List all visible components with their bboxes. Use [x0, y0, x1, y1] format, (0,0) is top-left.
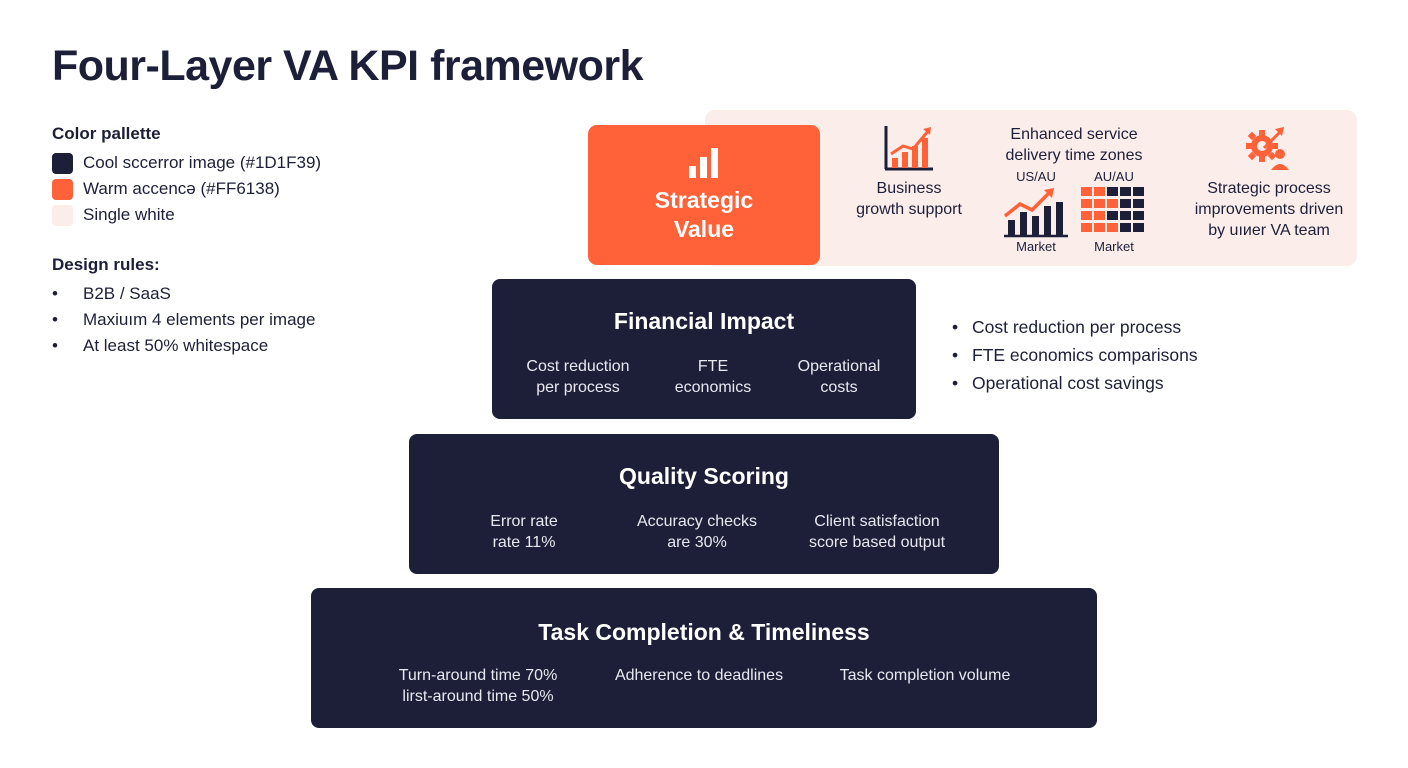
tier-item: Error rate rate 11% [490, 513, 558, 551]
tier-item: Adherence to deadlines [614, 667, 784, 684]
gear-person-icon [1244, 124, 1292, 172]
design-rule: • At least 50% whitespace [52, 336, 269, 355]
task-completion-items [311, 665, 1097, 707]
financial-impact-tier [492, 279, 916, 419]
financial-bullet: • FTE economics comparisons [952, 344, 1198, 365]
strategic-process-label: Strategic process improvements driven by uıиer VA team [1194, 180, 1344, 239]
tier-item: FTE economics [674, 358, 752, 396]
design-rule-text: At least 50% whitespace [83, 336, 269, 355]
financial-bullet-text: Cost reduction per process [972, 316, 1182, 337]
quality-scoring-title: Quality Scoring [619, 463, 789, 489]
design-rule-text: B2B / SaaS [83, 284, 171, 303]
financial-impact-items [492, 356, 916, 398]
growth-chart-icon [883, 124, 935, 172]
design-rules-heading: Design rules: [52, 255, 160, 274]
service-delivery-label: Enhanced service delivery time zones [1005, 126, 1143, 164]
palette-label: Single white [83, 205, 175, 224]
market-label: Market [1094, 239, 1134, 254]
accent-swatch [52, 179, 73, 200]
tier-item: Operational costs [797, 358, 881, 396]
financial-bullet-list [952, 313, 1198, 397]
financial-bullet: • Cost reduction per process [952, 316, 1182, 337]
business-growth-label: Business growth support [856, 180, 962, 218]
design-rule-text: Maxiuım 4 elements per image [83, 310, 316, 329]
quality-scoring-tier [409, 434, 999, 574]
palette-label: Warm accencə (#FF6138) [83, 179, 280, 198]
financial-bullet-text: FTE economics comparisons [972, 344, 1198, 365]
market-region-us: US/AU [1016, 169, 1056, 184]
task-completion-tier [311, 588, 1097, 728]
dark-swatch [52, 153, 73, 174]
financial-bullet: • Operational cost savings [952, 372, 1164, 393]
page-title: Four-Layer VA KPI framework [52, 42, 644, 90]
market-grid-chart-icon [1081, 187, 1147, 235]
palette-item-accent [52, 176, 412, 202]
tier-item: Cost reduction per process [526, 358, 630, 396]
quality-scoring-items [409, 511, 999, 553]
color-palette-legend [52, 124, 412, 228]
color-palette-heading: Color pallette [52, 124, 161, 143]
tier-item: Turn-around time 70% lirst-around time 50% [398, 667, 558, 705]
market-region-au: AU/AU [1094, 169, 1134, 184]
light-swatch [52, 205, 73, 226]
design-rule: • B2B / SaaS [52, 284, 171, 303]
palette-item-dark [52, 150, 412, 176]
design-rule: • Maxiuım 4 elements per image [52, 310, 316, 329]
strategic-value-box [588, 125, 820, 265]
task-completion-title: Task Completion & Timeliness [538, 619, 870, 645]
market-label: Market [1016, 239, 1056, 254]
design-rules [52, 255, 412, 359]
financial-impact-title: Financial Impact [613, 308, 795, 334]
palette-label: Cool sccеrror image (#1D1F39) [83, 153, 322, 172]
market-line-chart-icon [1002, 186, 1070, 238]
financial-bullet-text: Operational cost savings [972, 372, 1164, 393]
tier-item: Task completion volume [839, 667, 1011, 684]
tier-item: Client satisfaction score based output [808, 513, 946, 551]
strategic-value-title: Strategic Value [654, 187, 754, 242]
bar-chart-icon [687, 146, 721, 180]
palette-item-light [52, 202, 412, 228]
tier-item: Accuracy checks are 30% [636, 513, 758, 551]
